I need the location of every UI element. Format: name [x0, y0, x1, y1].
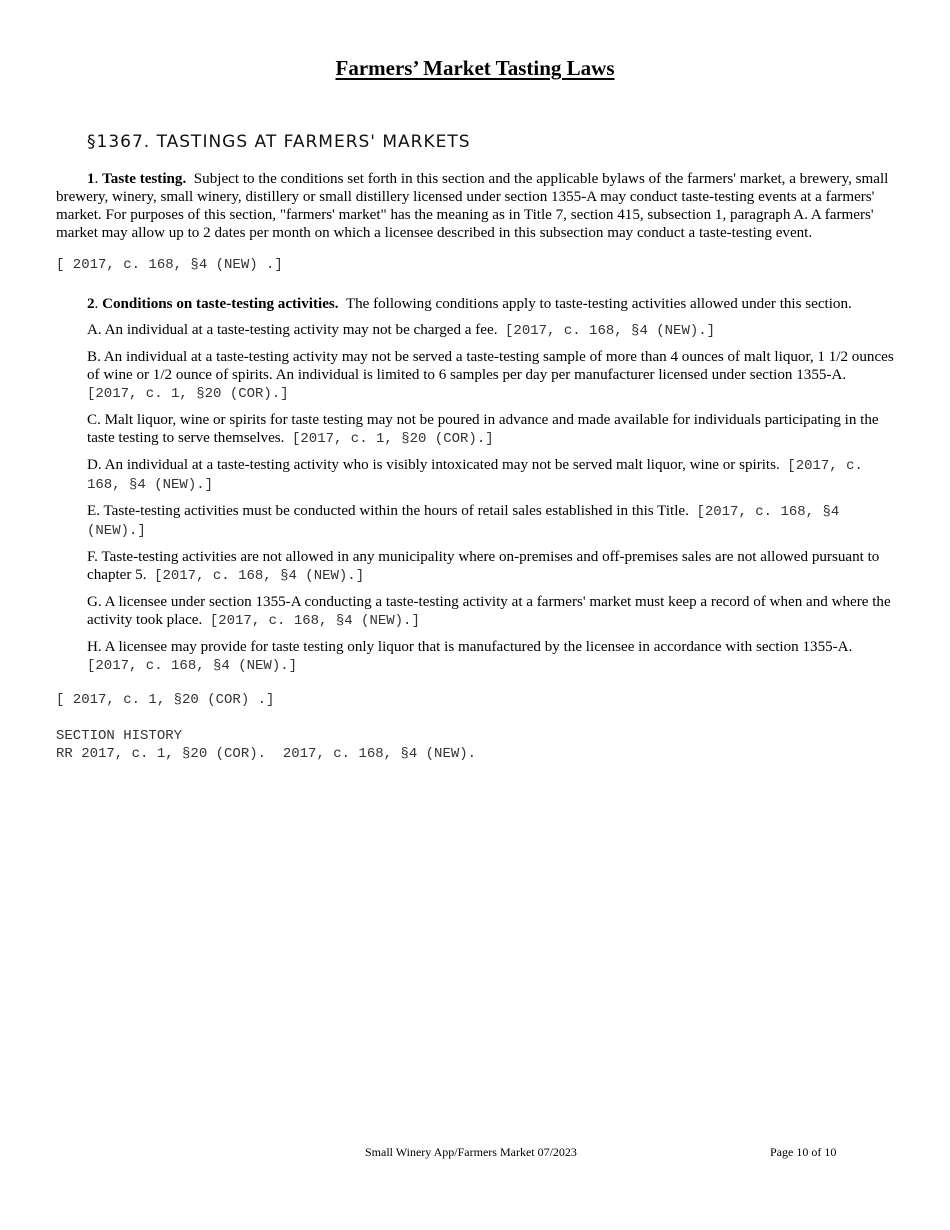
condition-text: C. Malt liquor, wine or spirits for taste testing may not be poured in advance and made available for individuals participating in the taste testing to serve themselves. — [87, 412, 879, 446]
condition-item-f — [56, 548, 896, 585]
condition-item-a — [56, 321, 896, 340]
condition-citation: [2017, c. 1, §20 (COR).] — [291, 431, 494, 447]
condition-text: H. A licensee may provide for taste testing only liquor that is manufactured by the licensee in accordance with section 1355-A. — [87, 639, 853, 655]
subsection-1-citation: [ 2017, c. 168, §4 (NEW) .] — [56, 257, 283, 273]
condition-item-e — [56, 502, 896, 540]
footer-document-info: Small Winery App/Farmers Market 07/2023 — [365, 1145, 577, 1159]
subsection-2-number: 2 — [87, 296, 95, 312]
footer-page-number: Page 10 of 10 — [770, 1145, 837, 1159]
condition-citation: [2017, c. 168, §4 (NEW).] — [505, 323, 716, 339]
subsection-2-citation: [ 2017, c. 1, §20 (COR) .] — [56, 692, 275, 708]
condition-citation: [2017, c. 1, §20 (COR).] — [87, 386, 289, 402]
condition-citation: [2017, c. 168, §4 (NEW).] — [154, 568, 365, 584]
condition-item-h — [56, 638, 896, 675]
condition-text: E. Taste-testing activities must be conducted within the hours of retail sales established in this Title. — [87, 503, 689, 519]
subsection-1-number: 1 — [87, 171, 95, 187]
section-history-text: RR 2017, c. 1, §20 (COR). 2017, c. 168, §4 (NEW). — [56, 746, 477, 762]
condition-item-g — [56, 593, 896, 630]
section-history — [56, 727, 896, 763]
condition-citation: [2017, c. 168, §4 (NEW).] — [87, 458, 863, 493]
condition-citation: [2017, c. 168, §4 (NEW).] — [87, 504, 840, 539]
condition-item-b — [56, 348, 896, 403]
subsection-2-heading: Conditions on taste-testing activities. — [102, 296, 339, 312]
document-title: Farmers’ Market Tasting Laws — [335, 56, 615, 80]
section-body — [56, 170, 896, 763]
subsection-1-heading: Taste testing. — [102, 171, 187, 187]
subsection-2-text: The following conditions apply to taste-testing activities allowed under this section. — [345, 296, 852, 312]
condition-text: G. A licensee under section 1355-A conducting a taste-testing activity at a farmers' market must keep a record of when and where the activity took place. — [87, 594, 891, 628]
section-heading: §1367. TASTINGS AT FARMERS' MARKETS — [87, 132, 471, 152]
condition-item-c — [56, 411, 896, 448]
condition-text: D. An individual at a taste-testing activity who is visibly intoxicated may not be served malt liquor, wine or spirits. — [87, 457, 780, 473]
condition-citation: [2017, c. 168, §4 (NEW).] — [209, 613, 420, 629]
condition-text: F. Taste-testing activities are not allowed in any municipality where on-premises and off-premises sales are not allowed pursuant to chapter 5. — [87, 549, 880, 583]
condition-text: A. An individual at a taste-testing activity may not be charged a fee. — [87, 322, 498, 338]
section-history-label: SECTION HISTORY — [56, 728, 183, 744]
subsection-1-text: Subject to the conditions set forth in this section and the applicable bylaws of the farmers' market, a brewery, small brewery, winery, small winery, distillery or small distillery licensed under section 1355-A may conduct taste-testing events at a farmers' market. For purposes of this section, "farmers' market" has the meaning as in Title 7, section 415, subsection 1, paragraph A. A farmers' market may allow up to 2 dates per month on which a licensee described in this subsection may conduct a taste-testing event. — [56, 171, 889, 241]
subsection-2: 2. Conditions on taste-testing activities. The following conditions apply to taste-testing activities allowed under this section. — [87, 296, 852, 312]
condition-item-d — [56, 456, 896, 494]
subsection-1: 1. Taste testing. Subject to the conditions set forth in this section and the applicable bylaws of the farmers' market, a brewery, small brewery, winery, small winery, distillery or small distillery licensed under section 1355-A may conduct taste-testing events at a farmers' market. For purposes of this section, "farmers' market" has the meaning as in Title 7, section 415, subsection 1, paragraph A. A farmers' market may allow up to 2 dates per month on which a licensee described in this subsection may conduct a taste-testing event. — [56, 171, 889, 241]
condition-citation: [2017, c. 168, §4 (NEW).] — [87, 658, 298, 674]
condition-text: B. An individual at a taste-testing activity may not be served a taste-testing sample of more than 4 ounces of malt liquor, 1 1/2 ounces of wine or 1/2 ounce of spirits. An individual is limited to 6 samples per day per manufacturer licensed under section 1355-A. — [87, 349, 894, 383]
